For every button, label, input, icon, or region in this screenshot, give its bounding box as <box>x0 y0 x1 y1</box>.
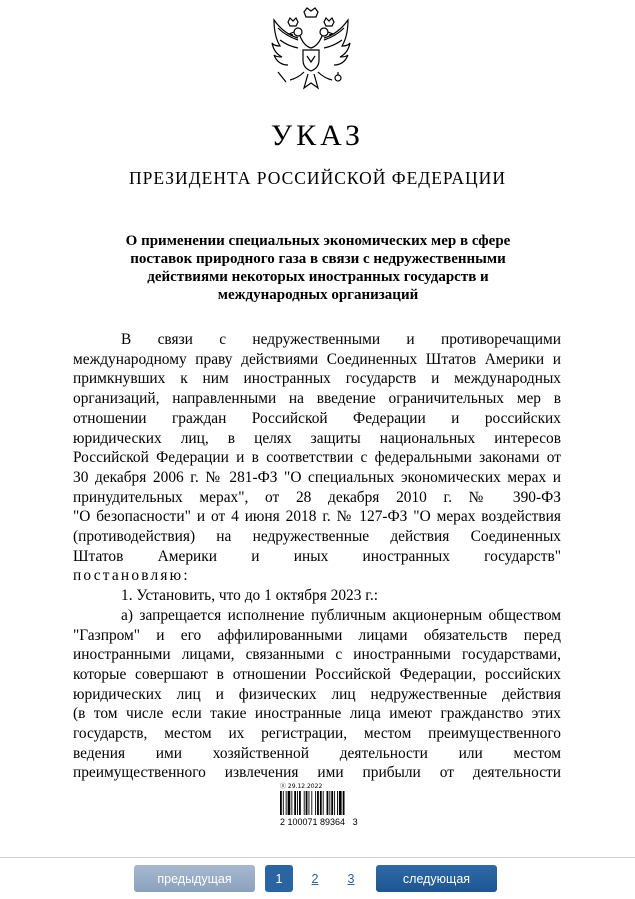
document-heading <box>90 232 546 304</box>
body-line: "О безопасности" и от 4 июня 2018 г. № 127-ФЗ "О мерах воздействия <box>73 508 561 526</box>
body-line: юридических лиц и физических лиц недружественные действия <box>73 685 561 703</box>
coat-of-arms-icon <box>268 6 354 100</box>
body-line: которые совершают в отношении Российской Федерации, российских <box>73 665 561 683</box>
body-line: иностранными лицами, связанными с иностранными государствами, <box>73 646 561 664</box>
body-line: ведения ими хозяйственной деятельности или местом <box>73 744 561 762</box>
heading-line: международных организаций <box>217 287 419 303</box>
body-line: (противодействия) на недружественные действия Соединенных <box>73 528 561 546</box>
next-page-button[interactable]: следующая <box>376 865 497 892</box>
body-line: организаций, направленными на введение ограничительных мер в <box>73 390 561 408</box>
barcode <box>280 781 366 831</box>
body-line: а) запрещается исполнение публичным акционерным обществом <box>121 606 561 624</box>
body-line: отношении граждан Российской Федерации и российских <box>73 409 561 427</box>
body-line: (в том числе если такие иностранные лица имеют гражданство этих <box>73 705 561 723</box>
page-1-button[interactable]: 1 <box>265 865 293 892</box>
pagination-bar <box>0 858 635 899</box>
body-line: юридических лиц, в целях защиты национальных интересов <box>73 429 561 447</box>
previous-page-button[interactable]: предыдущая <box>134 865 255 892</box>
body-line: 30 декабря 2006 г. № 281-ФЗ "О специальных экономических мерах и <box>73 468 561 486</box>
body-line: преимущественного извлечения ими прибыли от деятельности <box>73 764 561 782</box>
body-line: государств, местом их регистрации, местом преимущественного <box>73 725 561 743</box>
body-line: В связи с недружественными и противоречащими <box>121 331 561 348</box>
body-line: принудительных мерах", от 28 декабря 2010 г. № 390-ФЗ <box>73 488 561 506</box>
document-subtitle: ПРЕЗИДЕНТА РОССИЙСКОЙ ФЕДЕРАЦИИ <box>129 168 506 188</box>
document-title: УКАЗ <box>270 119 365 152</box>
barcode-bars-icon <box>280 791 366 815</box>
barcode-tag: Ⓡ 29.12.2022 <box>280 783 323 790</box>
page-2-link[interactable]: 2 <box>311 871 319 886</box>
body-line: примкнувших к ним иностранных государств и международных <box>73 370 561 388</box>
body-line: "Газпром" и его аффилированными лицами обязательств перед <box>73 626 561 644</box>
document-body <box>73 330 561 783</box>
heading-line: О применении специальных экономических мер в сфере <box>125 233 511 249</box>
body-line: Штатов Америки и иных иностранных государств" <box>73 547 561 565</box>
heading-line: действиями некоторых иностранных государств и <box>147 269 489 285</box>
page-3-link[interactable]: 3 <box>347 871 355 886</box>
heading-line: поставок природного газа в связи с недружественными <box>130 251 506 267</box>
body-line: постановляю: <box>73 567 190 585</box>
barcode-number: 2 100071 89364 3 <box>280 817 358 827</box>
body-line: международному праву действиями Соединенных Штатов Америки и <box>73 350 561 368</box>
body-line: Российской Федерации и в соответствии с федеральными законами от <box>73 449 561 467</box>
body-line: 1. Установить, что до 1 октября 2023 г.: <box>121 587 378 605</box>
